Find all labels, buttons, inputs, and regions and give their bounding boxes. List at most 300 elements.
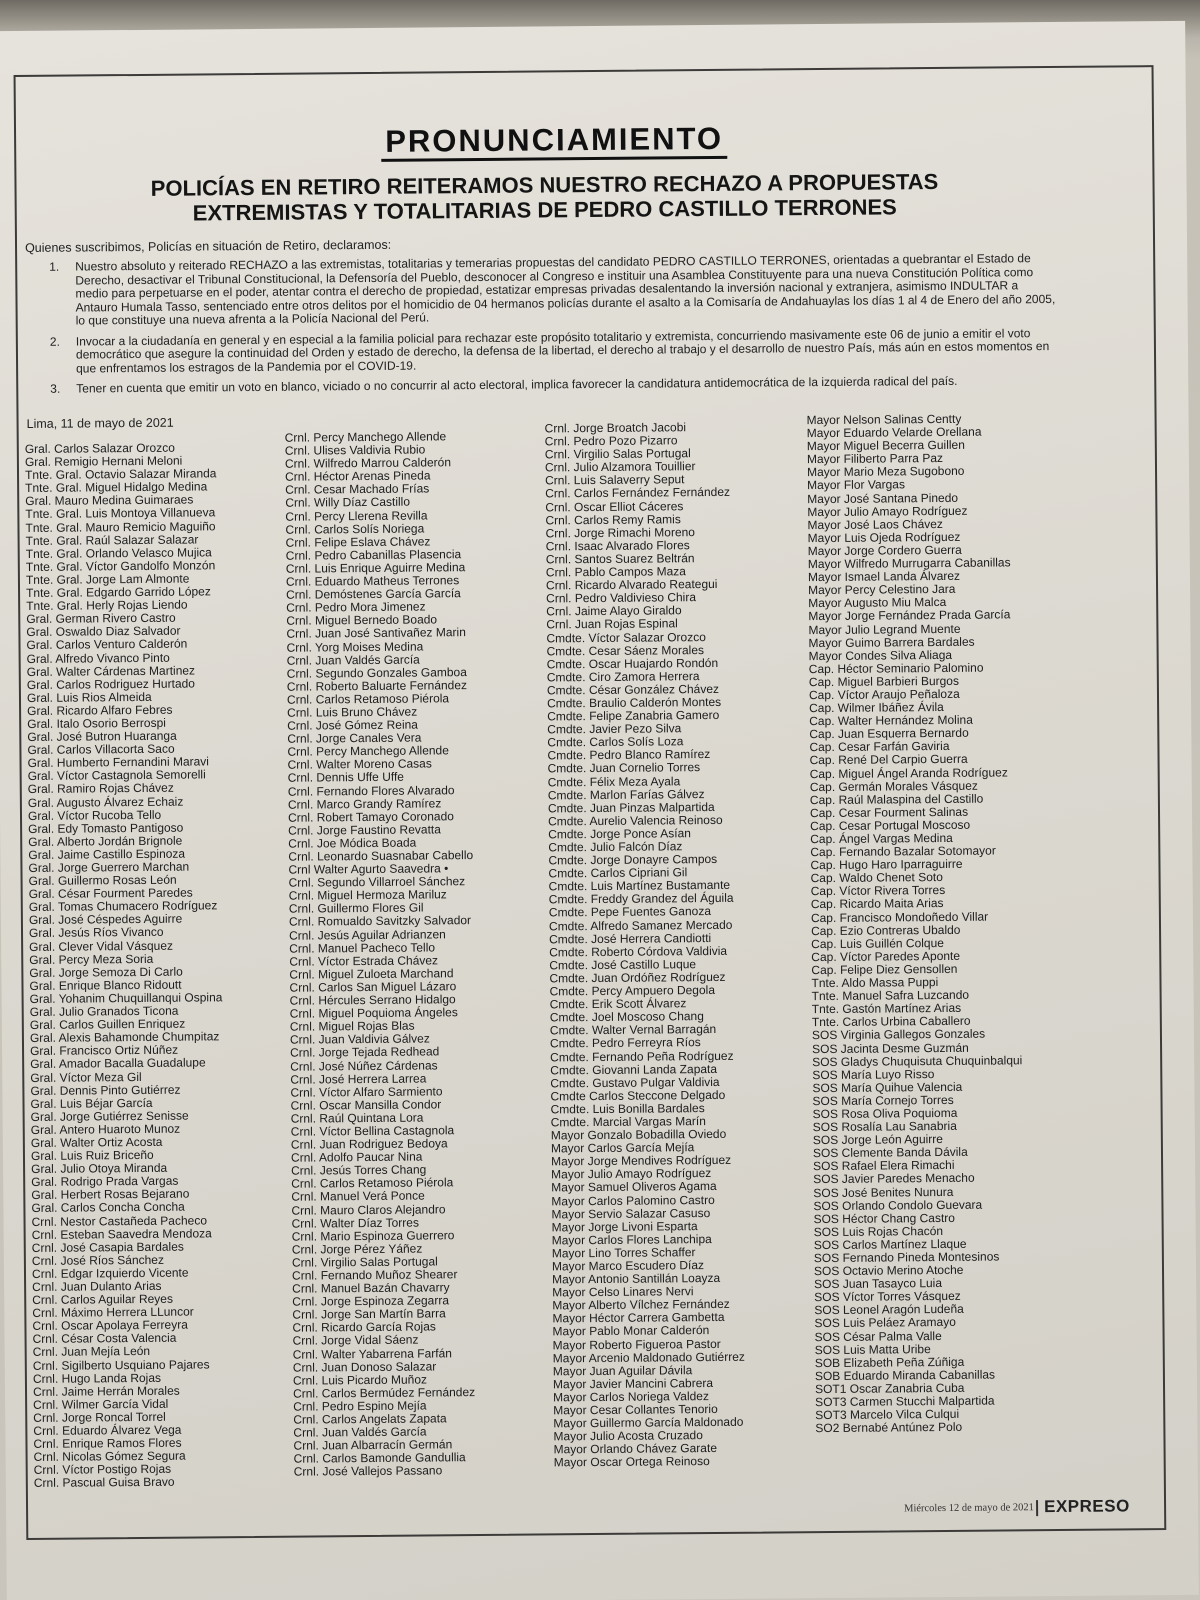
signatory-name: SOT3 Carmen Stucchi Malpartida (815, 1393, 995, 1410)
signatory-name: Gral. Carlos Rodriguez Hurtado (26, 676, 195, 692)
signatory-name: SOS Rafael Elera Rimachi (813, 1158, 955, 1174)
signatory-name: Cmdte. Felipe Zanabria Gamero (547, 707, 720, 724)
signatory-name: Crnl. Pedro Mora Jimenez (286, 599, 426, 615)
declaration-list (25, 252, 1056, 403)
signatory-name: Tnte. Manuel Safra Luzcando (811, 987, 970, 1004)
signatory-name: Crnl. José Ríos Sánchez (31, 1252, 165, 1268)
signatory-name: Crnl. Leonardo Suasnabar Cabello (288, 848, 474, 864)
signatory-name: Cap. Walter Hernández Molina (809, 712, 973, 729)
signatory-name: Cmdte. Ciro Zamora Herrera (546, 668, 700, 685)
signatory-name: Cmdte. José Herrera Candiotti (549, 930, 712, 947)
signatory-name: Gral. Jaime Castillo Espinoza (28, 846, 186, 862)
signatory-name: Tnte. Gastón Martínez Arias (811, 1001, 962, 1017)
signatory-name: Gral. Alfredo Vivanco Pinto (26, 650, 170, 666)
signatory-name: Tnte. Gral. Víctor Gandolfo Monzón (25, 558, 216, 574)
signatory-name: Crnl. Víctor Bellina Castagnola (290, 1123, 455, 1139)
signatory-name: Crnl. Manuel Pacheco Tello (289, 940, 436, 956)
signatory-name: SOB Eduardo Miranda Cabanillas (814, 1367, 996, 1383)
signatory-name: Mayor Carlos Palomino Castro (551, 1192, 715, 1208)
signatory-name: Mayor Oscar Ortega Reinoso (553, 1454, 710, 1470)
signatory-name: Crnl. Segundo Gonzales Gamboa (286, 664, 467, 681)
signatory-name: Tnte. Gral. Herly Rojas Liendo (26, 597, 188, 614)
signatory-name: Gral. Carlos Concha Concha (31, 1200, 185, 1216)
signatory-name: Mayor Orlando Chávez Garate (553, 1441, 718, 1457)
signatory-name: Cap. Víctor Rivera Torres (810, 883, 946, 899)
signatory-name: Cmdte. Luis Bonilla Bardales (550, 1100, 705, 1117)
signatory-name: Gral. Jesús Ríos Vivanco (28, 925, 164, 941)
signatory-name: Gral. Alberto Jordán Brignole (28, 833, 183, 849)
signatory-name: SOS José Benites Nunura (813, 1184, 954, 1200)
signatory-name: Cap. Víctor Araujo Peñaloza (808, 686, 960, 703)
signatory-name: Crnl. Carlos San Miguel Lázaro (289, 979, 457, 995)
signatory-name: SOS Luis Peláez Aramayo (814, 1315, 956, 1331)
signatory-name: Crnl. Jorge Faustino Revatta (288, 822, 441, 838)
signatory-name: Cap. Germán Morales Vásquez (809, 778, 978, 794)
signatory-name: Cap. Luis Guillén Colque (811, 935, 944, 951)
signatory-name: Cmdte. Giovanni Landa Zapata (550, 1061, 718, 1078)
signatory-name: Crnl. Jesús Aguilar Adrianzen (288, 926, 446, 943)
signatory-name: Crnl. Ulises Valdivia Rubio (284, 442, 426, 458)
signatory-name: Gral. Ricardo Alfaro Febres (27, 702, 173, 718)
signatory-name: Crnl. Pedro Pozo Pizarro (544, 433, 678, 449)
signatory-name: Crnl. Juan Rodriguez Bedoya (290, 1136, 448, 1152)
signatory-name: Crnl. Hércules Serrano Hidalgo (289, 992, 456, 1008)
signatory-name: Crnl. Yorg Moises Medina (286, 639, 424, 655)
signatory-name: Crnl. Jorge Vidal Sáenz (292, 1333, 419, 1349)
signatory-name: Gral. Humberto Fernandini Maravi (27, 754, 210, 771)
signatory-name: Crnl. Miguel Poquioma Ángeles (289, 1005, 458, 1021)
signatory-name: Cmdte. Braulio Calderón Montes (546, 694, 722, 711)
place-date: Lima, 11 de mayo de 2021 (26, 415, 174, 431)
signatory-name: Gral. Dennis Pinto Gutiérrez (30, 1082, 181, 1098)
signatory-name: Crnl. Luis Bruno Chávez (287, 704, 418, 720)
signatory-name: Crnl. Ricardo Alvarado Reategui (545, 577, 718, 593)
signatory-name: Tnte. Gral. Mauro Remicio Maguiño (25, 518, 216, 535)
signatory-name: Cmdte. Víctor Salazar Orozco (546, 629, 706, 645)
signatory-name: Gral. Edy Tomasto Pantigoso (28, 820, 184, 836)
declaration-number: 2. (49, 334, 60, 349)
signatory-name: Gral. Augusto Álvarez Echaiz (27, 794, 184, 810)
signatory-name: Crnl. Mauro Claros Alejandro (291, 1201, 446, 1218)
signatory-name: Mayor Wilfredo Murrugarra Cabanillas (807, 555, 1011, 572)
signatory-name: Gral. Jorge Guerrero Marchan (28, 859, 190, 875)
signatory-name: Crnl. Manuel Bazán Chavarry (292, 1280, 450, 1296)
declaration-number: 1. (49, 259, 60, 274)
signatory-name: Mayor Condes Silva Aliaga (808, 647, 953, 663)
signatory-name: Mayor Cesar Collantes Tenorio (553, 1401, 718, 1418)
signatory-name: Mayor Antonio Santillán Loayza (552, 1271, 721, 1287)
signatory-name: Mayor Jorge Cordero Guerra (807, 542, 962, 559)
subtitle-line-1: POLICÍAS EN RETIRO REITERAMOS NUESTRO RECHAZO A PROPUESTAS (150, 168, 939, 201)
signatory-name: Tnte. Gral. Jorge Lam Almonte (25, 571, 190, 587)
signatory-name: Gral. Víctor Meza Gil (30, 1069, 142, 1085)
signatory-name: Crnl. Edgar Izquierdo Vicente (31, 1265, 189, 1281)
signatory-name: Crnl. Carlos Bamonde Gandullia (293, 1450, 466, 1466)
signatory-name: Crnl. Juan Valdés García (286, 652, 420, 668)
signatory-name: Crnl. Luis Picardo Muñoz (292, 1372, 428, 1388)
signatory-name: Gral. Herbert Rosas Bejarano (31, 1186, 190, 1203)
signatory-name: Cmdte. Julio Falcón Díaz (548, 839, 683, 855)
signatory-name: Crnl. Isaac Alvarado Flores (545, 538, 690, 554)
signatory-name: Gral. Víctor Rucoba Tello (27, 807, 162, 823)
signatory-name: Crnl. Percy Manchego Allende (287, 743, 449, 759)
signatory-name: Crnl. Juan Mejía León (32, 1344, 151, 1360)
signatory-name: Crnl. Carlos Angelats Zapata (293, 1411, 447, 1427)
signatory-name: Tnte. Aldo Massa Puppi (811, 975, 939, 991)
signatory-name: Mayor Pablo Monar Calderón (552, 1323, 710, 1339)
signatory-name: Crnl. Jorge Espinoza Zegarra (292, 1293, 450, 1309)
signatory-name: Cap. Héctor Seminario Palomino (808, 660, 984, 676)
declaration-text: Nuestro absoluto y reiterado RECHAZO a las extremistas, totalitarias y temerarias propuestas del candidato PEDRO CASTILLO TERRONES, orientadas a quebrantar el Estado de Derecho, desactivar el Tribunal Constitucional, la Defensoría del Pueblo, desconocer al Congreso e instituir una Asamblea Constituyente para una nueva Constitución Política como medio para perpetuarse en el poder, atentar contra el derecho de propiedad, estatizar empresas privadas desalentando la inversión nacional y extranjera, asimismo INDULTAR a Antauro Humala Tasso, sentenciado entre otros delitos por el homicidio de 04 hermanos policías durante el asalto a la Comisaría de Andahuaylas los días 1 al 4 de Enero del año 2005, lo que constituye una nueva afrenta a la Policía Nacional del Perú. (75, 251, 1056, 328)
signatory-name: Crnl. Robert Tamayo Coronado (287, 808, 454, 825)
signatory-name: Cap. Raúl Malaspina del Castillo (809, 791, 984, 807)
signatory-name: Cmdte. Alfredo Samanez Mercado (548, 917, 733, 933)
signatory-name: Cmdte. Percy Ampuero Degola (549, 983, 716, 999)
signatory-name: Cap. Francisco Mondoñedo Villar (810, 909, 989, 925)
signatory-name: Crnl. Julio Alzamora Touillier (544, 459, 696, 475)
signatory-name: Mayor Julio Amayo Rodríguez (807, 503, 968, 519)
newspaper-logo: EXPRESO (1043, 1496, 1130, 1517)
page-title: PRONUNCIAMIENTO (0, 117, 1114, 163)
signatory-name: Crnl. Willy Díaz Castillo (285, 495, 411, 511)
signatory-name: Cap. Cesar Farfán Gaviria (809, 739, 950, 755)
signatory-name: Cmdte. Freddy Grandez del Águila (548, 891, 734, 907)
signatory-name: Mayor Luis Ojeda Rodríguez (807, 529, 961, 545)
signatory-name: Cmdte. Erik Scott Álvarez (549, 996, 687, 1012)
signatory-name: Crnl. Pablo Campos Maza (545, 564, 687, 580)
signatory-name: Cmdte. Aurelio Valencia Reinoso (548, 812, 723, 829)
signatory-name: Cmdte. Juan Pinzas Malpartida (547, 799, 715, 816)
signatory-name: Crnl. Pedro Valdivieso Chira (546, 590, 697, 606)
signatory-name: Crnl. José Casapia Bardales (31, 1239, 184, 1255)
signatory-name: Crnl. Felipe Eslava Chávez (285, 534, 431, 550)
signatory-name: Mayor Mario Meza Sugobono (806, 464, 965, 480)
signatory-name: Mayor Alberto Vílchez Fernández (552, 1297, 730, 1313)
signatory-name: Crnl. Roberto Baluarte Fernández (286, 677, 468, 694)
signatory-name: Cmdte. Jorge Donayre Campos (548, 852, 718, 868)
signatory-name: Cmdte. Juan Cornelio Torres (547, 760, 701, 776)
signatory-name: Tnte. Carlos Urbina Caballero (811, 1014, 971, 1030)
signatory-name: Crnl. Hugo Landa Rojas (32, 1370, 162, 1386)
signatory-name: Crnl. Oscar Apolaya Ferreyra (32, 1317, 188, 1334)
declaration-item (26, 374, 1056, 396)
signatory-name: SOT1 Oscar Zanabria Cuba (814, 1380, 965, 1397)
intro-text: Quienes suscribimos, Policías en situación de Retiro, declaramos: (24, 237, 392, 255)
signatory-name: Crnl. Jorge Tejada Redhead (290, 1044, 440, 1061)
signatory-name: SOS María Quihue Valencia (812, 1079, 963, 1095)
signatory-name: SOS Víctor Torres Vásquez (814, 1289, 961, 1305)
signatory-name: Gral. Antero Huaroto Munoz (30, 1121, 181, 1137)
signatory-name: SOS María Luyo Risso (812, 1066, 935, 1082)
signatory-name: SOS Juan Tasayco Luia (814, 1276, 943, 1292)
signatory-name: Cap. Cesar Portugal Moscoso (810, 817, 971, 834)
signatory-name: SOS Héctor Chang Castro (813, 1210, 956, 1226)
signatory-name: Cap. Víctor Paredes Aponte (811, 948, 961, 964)
signatory-name: Crnl. Miguel Bernedo Boado (286, 612, 438, 629)
signatory-name: Cmdte. Carlos Cipriani Gil (548, 865, 688, 881)
signatory-name: Gral. José Butron Huaranga (27, 728, 177, 745)
signatory-name: Crnl. Juan Dulanto Arias (32, 1278, 162, 1294)
signatory-name: Cmdte. Marlon Farías Gálvez (547, 786, 705, 803)
signatory-name: Mayor Carlos Flores Lanchipa (551, 1231, 712, 1248)
signatory-name: Cmdte. Pepe Fuentes Ganoza (548, 904, 712, 920)
signatory-name: Mayor Percy Celestino Jara (808, 582, 956, 598)
signatory-name: Crnl. Jorge Canales Vera (287, 730, 422, 746)
signatory-name: Crnl. Virgilio Salas Portugal (291, 1254, 438, 1270)
signatory-name: Crnl. Virgilio Salas Portugal (544, 446, 691, 462)
signatory-name: Gral. Yohanim Chuquillanqui Ospina (29, 990, 223, 1006)
signatory-name: Mayor José Laos Chávez (807, 516, 943, 532)
signatory-name: Crnl. Víctor Postigo Rojas (33, 1462, 172, 1478)
signatory-name: SOS Luis Matta Uribe (814, 1341, 931, 1357)
signatory-name: SOS Carlos Martínez Llaque (813, 1236, 967, 1253)
signatory-name: Crnl. Máximo Herrera LLuncor (32, 1304, 194, 1321)
signatory-name: Crnl. Nicolas Gómez Segura (33, 1448, 186, 1465)
signatory-name: Mayor José Santana Pinedo (807, 490, 959, 506)
signatory-name: Gral. César Fourment Paredes (28, 885, 193, 902)
signatory-name: Mayor Eduardo Velarde Orellana (806, 424, 982, 441)
signatory-name: Crnl. Carlos Bermúdez Fernández (292, 1384, 476, 1401)
signatory-name: Gral. Julio Granados Ticona (29, 1003, 179, 1019)
signatory-name: Crnl. Eduardo Matheus Terrones (285, 573, 460, 589)
signatory-name: Crnl. Juan Donoso Salazar (292, 1359, 437, 1375)
signatory-name: Crnl. Jaime Alayo Giraldo (546, 603, 682, 619)
signatory-name: Cap. Ezio Contreras Ubaldo (810, 922, 961, 938)
declaration-number: 3. (50, 381, 61, 396)
signatory-name: Gral. Italo Osorio Berrospi (27, 715, 166, 731)
signatory-column-2 (285, 430, 479, 1479)
signatory-name: Cap. Waldo Chenet Soto (810, 870, 943, 886)
signatory-name: Crnl. Víctor Estrada Chávez (289, 953, 439, 969)
signatory-name: Crnl. Walter Yabarrena Farfán (292, 1345, 452, 1362)
signatory-name: Crnl. José Vallejos Passano (293, 1463, 443, 1480)
signatory-name: Crnl. Miguel Zuloeta Marchand (289, 966, 454, 982)
signatory-name: Crnl. Víctor Alfaro Sarmiento (290, 1084, 443, 1100)
signatory-name: Crnl. Guillermo Flores Gil (288, 900, 424, 917)
signatory-name: Cap. Felipe Diez Gensollen (811, 961, 958, 978)
signatory-name: SOS Clemente Banda Dávila (812, 1145, 968, 1161)
footer-divider (1036, 1500, 1038, 1516)
signatory-name: Cap. Miguel Barbieri Burgos (808, 673, 959, 690)
signatory-name: SOS César Palma Valle (814, 1328, 942, 1344)
signatory-name: Crnl. Carlos Aguilar Reyes (32, 1291, 174, 1308)
signatory-name: Gral. Carlos Salazar Orozco (24, 440, 175, 456)
signatory-name: SOS Rosa Oliva Poquioma (812, 1105, 958, 1122)
signatory-name: Crnl. Jorge Pérez Yáñez (291, 1241, 423, 1257)
signatory-name: Crnl. José Gómez Reina (287, 717, 419, 733)
signatory-name: Mayor Javier Mancini Cabrera (552, 1375, 714, 1392)
signatory-name: Crnl. Walter Díaz Torres (291, 1215, 419, 1231)
signatory-name: SOS Jorge León Aguirre (812, 1132, 943, 1148)
signatory-name: Mayor Jorge Livoni Esparta (551, 1218, 698, 1235)
signatory-name: Gral. Walter Ortiz Acosta (30, 1134, 163, 1150)
signatory-name: Gral. Rodrigo Prada Vargas (31, 1173, 179, 1190)
signatory-name: Gral. Ramiro Rojas Chávez (27, 781, 174, 797)
signatory-name: Crnl. Mario Espinoza Guerrero (291, 1227, 455, 1244)
signatory-name: Cap. Hugo Haro Iparraguirre (810, 856, 963, 873)
signatory-name: Gral. Enrique Blanco Ridoutt (29, 977, 182, 993)
signatory-name: Gral. Julio Otoya Miranda (31, 1160, 168, 1177)
declaration-text: Tener en cuenta que emitir un voto en blanco, viciado o no concurrir al acto electoral, implica favorecer la candidatura antidemocrática de la izquierda radical del país. (76, 373, 958, 396)
signatory-name: Crnl. Carlos Retamoso Piérola (291, 1175, 454, 1192)
signatory-name: Crnl. Marco Grandy Ramírez (287, 795, 442, 812)
signatory-name: Crnl. Wilfredo Marrou Calderón (284, 455, 452, 471)
signatory-name: SOS Virginia Gallegos Gonzales (811, 1027, 986, 1043)
signatory-name: SOS Jacinta Desme Guzmán (812, 1040, 969, 1056)
signatory-column-3 (545, 421, 746, 1470)
signatory-name: Crnl. Santos Suarez Beltrán (545, 551, 695, 567)
signatory-name: Cmdte. Oscar Huajardo Rondón (546, 655, 719, 672)
signatory-name: Crnl. Pascual Guisa Bravo (33, 1475, 175, 1491)
signatory-name: Mayor Juan Aguilar Dávila (552, 1362, 693, 1379)
signatory-name: SOS Leonel Aragón Ludeña (814, 1302, 964, 1318)
signatory-name: SOS María Cornejo Torres (812, 1092, 954, 1108)
signatory-name: SOS Rosalía Lau Sanabria (812, 1118, 957, 1135)
signatory-name: Crnl. Walter Moreno Casas (287, 756, 432, 773)
signatory-name: Cmdte. Félix Meza Ayala (547, 773, 681, 789)
signatory-name: Crnl. Oscar Mansilla Condor (290, 1097, 442, 1113)
signatory-name: Gral. Carlos Villacorta Saco (27, 741, 175, 758)
signatory-name: Mayor Guimo Barrera Bardales (808, 634, 975, 650)
signatory-name: Mayor Filiberto Parra Paz (806, 451, 944, 467)
signatory-name: Crnl. Jorge Roncal Torrel (33, 1409, 166, 1425)
declaration-item (26, 326, 1056, 375)
signatory-name: Crnl Walter Agurto Saavedra • (288, 861, 449, 877)
signatory-name: Tnte. Gral. Octavio Salazar Miranda (24, 466, 217, 483)
signatory-name: Gral. Oswaldo Diaz Salvador (26, 623, 181, 640)
signatory-name: Cap. Juan Esquerra Bernardo (809, 725, 969, 742)
signatory-name: Crnl. Joe Módica Boada (288, 835, 417, 851)
signatory-name: Crnl. Pedro Cabanillas Plasencia (285, 547, 462, 563)
signatory-name: Cmdte. Pedro Ferreyra Ríos (549, 1035, 701, 1051)
signatory-name: Crnl. Sigilberto Usquiano Pajares (32, 1356, 210, 1373)
signatory-name: Crnl. Jesús Torres Chang (291, 1162, 427, 1178)
signatory-name: Crnl. Carlos Retamoso Piérola (286, 691, 450, 707)
signatory-name: Cmdte. Fernando Peña Rodríguez (550, 1048, 734, 1064)
signatory-name: Cap. Cesar Fourment Salinas (809, 804, 969, 820)
signatory-name: Gral. Amador Bacalla Guadalupe (30, 1055, 206, 1072)
signatory-name: Crnl. Juan Albarracín Germán (293, 1437, 453, 1453)
signatory-name: Crnl. Dennis Uffe Uffe (287, 770, 405, 786)
signatory-name: Cmdte. Jorge Ponce Asían (548, 826, 691, 842)
signatory-name: Mayor Julio Amayo Rodríguez (551, 1166, 712, 1182)
subtitle-line-2: EXTREMISTAS Y TOTALITARIAS DE PEDRO CASTILLO TERRONES (192, 194, 897, 226)
signatory-name: Gral. Percy Meza Soria (29, 951, 154, 967)
signatory-name: Gral. Luis Béjar García (30, 1095, 153, 1111)
signatory-name: Gral. Alexis Bahamonde Chumpitaz (29, 1029, 220, 1046)
signatory-name: Cmdte Carlos Steccone Delgado (550, 1087, 726, 1104)
signatory-name: Cmdte. José Castillo Luque (549, 956, 697, 973)
signatory-name: Mayor Lino Torres Schaffer (551, 1245, 696, 1261)
signatory-name: Tnte. Gral. Luis Montoya Villanueva (25, 505, 216, 522)
footer-date: Miércoles 12 de mayo de 2021 (904, 1502, 1034, 1515)
signatory-name: Cmdte. Joel Moscoso Chang (549, 1009, 704, 1025)
signatory-name: Crnl. Ricardo García Rojas (292, 1319, 436, 1336)
signatory-name: SOB Elizabeth Peña Zúñiga (814, 1354, 965, 1370)
signatory-name: Crnl. Carlos Remy Ramis (545, 511, 681, 528)
signatory-name: Crnl. Fernando Muñoz Shearer (291, 1267, 458, 1283)
signatory-name: Tnte. Gral. Raúl Salazar Salazar (25, 532, 199, 548)
signatory-name: Crnl. Juan Valdés García (293, 1424, 427, 1440)
signatory-name: SOS Gladys Chuquisuta Chuquinbalqui (812, 1052, 1023, 1069)
signatory-name: Gral. Tomas Chumacero Rodríguez (28, 898, 218, 915)
signatory-name: Cmdte. Roberto Córdova Valdivia (549, 943, 728, 960)
signatory-name: SOS Javier Paredes Menacho (813, 1171, 975, 1187)
signatory-name: Crnl. Raúl Quintana Lora (290, 1110, 424, 1126)
signatory-column-1 (25, 441, 227, 1490)
signatory-name: Tnte. Gral. Orlando Velasco Mujica (25, 545, 212, 561)
signatory-name: Cmdte. Javier Pezo Silva (547, 721, 682, 737)
signatory-name: Cap. Miguel Ángel Aranda Rodríguez (809, 764, 1008, 781)
signatory-name: Cap. Ángel Vargas Medina (810, 830, 953, 847)
signatory-name: Mayor Servio Salazar Casuso (551, 1205, 711, 1222)
signatory-name: Gral. Víctor Castagnola Semorelli (27, 767, 206, 784)
signatory-name: Crnl. César Costa Valencia (32, 1331, 177, 1347)
signatory-name: Mayor Marco Escudero Díaz (551, 1258, 705, 1274)
signatory-name: Crnl. Pedro Espino Mejía (293, 1398, 427, 1414)
signatory-name: Mayor Augusto Miu Malca (808, 595, 947, 611)
signatory-name: Gral. Jorge Semoza Di Carlo (29, 964, 183, 980)
signatory-name: Crnl. Jaime Herrán Morales (32, 1383, 180, 1399)
signatory-name: Gral. Clever Vidal Vásquez (29, 938, 174, 954)
signatory-name: Crnl. Nestor Castañeda Pacheco (31, 1212, 208, 1229)
signatory-name: Cmdte. Luis Martínez Bustamante (548, 878, 731, 894)
signatory-name: SOS Fernando Pineda Montesinos (813, 1249, 1000, 1266)
signatory-name: Cap. Fernando Bazalar Sotomayor (810, 843, 996, 860)
signatory-name: Cmdte. Juan Ordóñez Rodríguez (549, 969, 726, 986)
signatory-name: SOS Luis Rojas Chacón (813, 1223, 944, 1239)
signatory-name: Crnl. Demóstenes García García (286, 586, 461, 602)
signatory-name: Crnl. Juan José Santivañez Marin (286, 625, 466, 642)
signatory-name: Mayor Carlos Noriega Valdez (553, 1388, 709, 1405)
signatory-name: Mayor Héctor Carrera Gambetta (552, 1310, 725, 1326)
signatory-name: Mayor Celso Linares Nervi (552, 1284, 694, 1300)
subtitle (14, 168, 1074, 227)
signatory-name: Gral. Luis Ruiz Briceño (30, 1147, 154, 1164)
signatory-name: Gral. Carlos Venturo Calderón (26, 636, 188, 653)
signatory-name: Crnl. Jorge Broatch Jacobi (544, 420, 687, 436)
signatory-name: Crnl. Romualdo Savitzky Salvador (288, 913, 472, 930)
signatory-name: Mayor Jorge Fernández Prada García (808, 607, 1011, 624)
signatory-name: Gral. Jorge Gutiérrez Senisse (30, 1108, 189, 1124)
signatory-name: Crnl. Percy Manchego Allende (284, 429, 447, 445)
signatory-name: Crnl. Oscar Elliot Cáceres (545, 498, 684, 514)
signatory-name: Cmdte. Cesar Sáenz Morales (546, 642, 705, 659)
signatory-column-4 (807, 412, 1026, 1435)
signatory-name: Mayor Samuel Oliveros Agama (551, 1179, 717, 1195)
signatory-name: Gral. José Céspedes Aguirre (28, 911, 183, 928)
signatory-name: Tnte. Gral. Miguel Hidalgo Medina (25, 479, 208, 496)
signatory-name: Gral. Walter Cárdenas Martinez (26, 663, 196, 679)
signatory-name: Crnl. Eduardo Álvarez Vega (33, 1422, 182, 1438)
signatory-name: Crnl. Jorge Rimachi Moreno (545, 524, 696, 541)
signatory-name: SOS Orlando Condolo Guevara (813, 1197, 983, 1213)
signatory-name: Gral. Guillermo Rosas León (28, 872, 177, 889)
signatory-name: Cmdte. Marcial Vargas Marín (550, 1114, 706, 1130)
signatory-name: SO2 Bernabé Antúnez Polo (815, 1420, 963, 1436)
signatory-name: Mayor Miguel Becerra Guillen (806, 437, 965, 454)
signatory-name: Crnl. Luis Enrique Aguirre Medina (285, 560, 466, 576)
declaration-item (25, 252, 1056, 328)
signatory-name: Mayor Jorge Mendives Rodríguez (550, 1153, 732, 1169)
signatory-name: Crnl. José Núñez Cárdenas (290, 1057, 438, 1074)
signatory-name: Crnl. Cesar Machado Frías (285, 481, 430, 498)
signatory-name: Cmdte. César González Chávez (546, 681, 720, 698)
signatory-name: Mayor Ismael Landa Álvarez (807, 568, 961, 585)
signatory-name: Crnl. Juan Valdivia Gálvez (289, 1031, 430, 1047)
signatory-name: Gral. Mauro Medina Guimaraes (25, 492, 194, 509)
signatory-name: Cap. Wilmer Ibáñez Ávila (809, 700, 944, 716)
